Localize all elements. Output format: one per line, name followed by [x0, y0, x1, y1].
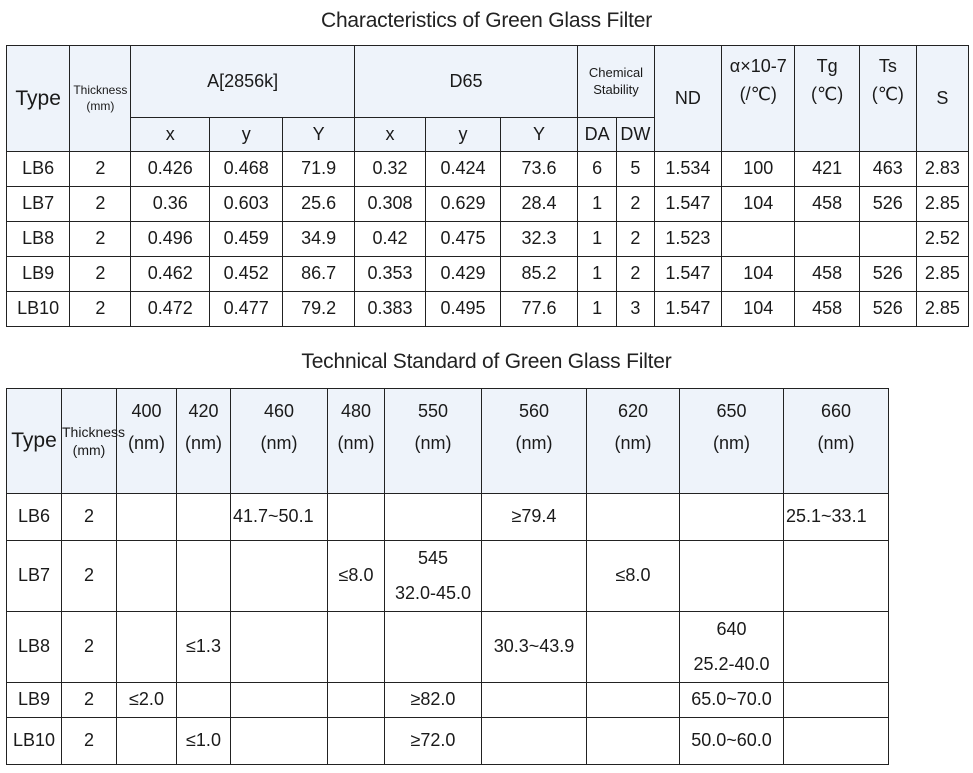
- row-thickness-cell: 2: [62, 541, 117, 612]
- table-cell: 73.6: [500, 152, 578, 187]
- table-cell: 86.7: [283, 257, 354, 292]
- table-cell: ≤2.0: [117, 683, 177, 718]
- table-row: [7, 152, 969, 187]
- table-cell: 1.523: [654, 222, 721, 257]
- table-cell: [385, 612, 482, 683]
- technical-standard-table: [6, 388, 889, 765]
- table-cell: [482, 683, 587, 718]
- subheader-a-x: x: [131, 118, 210, 152]
- table-cell: 640 25.2-40.0: [680, 612, 784, 683]
- table-cell: 3: [616, 292, 654, 327]
- table-cell: [587, 683, 680, 718]
- table-cell: 0.603: [209, 187, 282, 222]
- row-type-cell: LB10: [7, 718, 62, 765]
- table-cell: [328, 683, 385, 718]
- table-row: [7, 683, 889, 718]
- table-cell: 0.459: [209, 222, 282, 257]
- header-420nm: 420 (nm): [177, 389, 231, 494]
- table-cell: 6: [578, 152, 617, 187]
- table-cell: 2: [616, 222, 654, 257]
- table-cell: 1: [578, 222, 617, 257]
- table-row: [7, 718, 889, 765]
- table-cell: 2.83: [916, 152, 968, 187]
- subheader-d65-y: y: [426, 118, 500, 152]
- header-chemical-stability: Chemical Stability: [578, 46, 654, 118]
- table-cell: 0.475: [426, 222, 500, 257]
- table-cell: [177, 683, 231, 718]
- table-cell: 0.477: [209, 292, 282, 327]
- table-cell: [482, 541, 587, 612]
- table-cell: 526: [859, 257, 916, 292]
- table-cell: [117, 494, 177, 541]
- table-cell: 458: [795, 187, 859, 222]
- row-thickness-cell: 2: [62, 683, 117, 718]
- table-cell: 2: [70, 257, 131, 292]
- table-cell: 71.9: [283, 152, 354, 187]
- table-cell: ≥72.0: [385, 718, 482, 765]
- table-cell: [231, 683, 328, 718]
- table-cell: 1.547: [654, 257, 721, 292]
- table-cell: 104: [722, 292, 795, 327]
- table-cell: ≤1.3: [177, 612, 231, 683]
- table-cell: 2: [616, 187, 654, 222]
- table-cell: 421: [795, 152, 859, 187]
- table-cell: 0.472: [131, 292, 210, 327]
- row-type-cell: LB7: [7, 541, 62, 612]
- table-cell: 2: [70, 187, 131, 222]
- table-cell: 41.7~50.1: [231, 494, 328, 541]
- table-cell: 2.85: [916, 187, 968, 222]
- table-cell: 65.0~70.0: [680, 683, 784, 718]
- table-cell: [784, 718, 889, 765]
- table-cell: [784, 612, 889, 683]
- header-560nm: 560 (nm): [482, 389, 587, 494]
- header-400nm: 400 (nm): [117, 389, 177, 494]
- table-cell: 1.534: [654, 152, 721, 187]
- table-cell: 545 32.0-45.0: [385, 541, 482, 612]
- header-s: S: [916, 46, 968, 152]
- table-row: [7, 541, 889, 612]
- table-cell: 2: [616, 257, 654, 292]
- table-cell: [722, 222, 795, 257]
- header-thickness: Thickness (mm): [70, 46, 131, 152]
- table-cell: [231, 612, 328, 683]
- table-cell: 1: [578, 257, 617, 292]
- table-cell: 0.462: [131, 257, 210, 292]
- table-cell: 0.495: [426, 292, 500, 327]
- table-cell: 2.85: [916, 292, 968, 327]
- table-cell: 0.629: [426, 187, 500, 222]
- table-cell: [177, 541, 231, 612]
- table-cell: [587, 718, 680, 765]
- table-cell: [177, 494, 231, 541]
- table-cell: 0.36: [131, 187, 210, 222]
- header-660nm: 660 (nm): [784, 389, 889, 494]
- table-cell: [859, 222, 916, 257]
- table-cell: ≥82.0: [385, 683, 482, 718]
- subheader-dw: DW: [616, 118, 654, 152]
- table-cell: 0.496: [131, 222, 210, 257]
- row-thickness-cell: 2: [62, 612, 117, 683]
- table-cell: [482, 718, 587, 765]
- table-cell: 32.3: [500, 222, 578, 257]
- table-cell: 2: [70, 222, 131, 257]
- table-cell: ≤8.0: [328, 541, 385, 612]
- subheader-a-y: y: [209, 118, 282, 152]
- technical-standard-rows: [7, 494, 889, 765]
- table-cell: LB7: [7, 187, 70, 222]
- table-cell: [795, 222, 859, 257]
- table-cell: 79.2: [283, 292, 354, 327]
- table-cell: LB9: [7, 257, 70, 292]
- table-cell: LB8: [7, 222, 70, 257]
- table-cell: 0.383: [354, 292, 425, 327]
- subheader-a-Y: Y: [283, 118, 354, 152]
- header-tg: Tg (℃): [795, 46, 859, 152]
- table-cell: 2: [70, 292, 131, 327]
- table-cell: [117, 612, 177, 683]
- header-type: Type: [7, 46, 70, 152]
- table-cell: [231, 718, 328, 765]
- header-650nm: 650 (nm): [680, 389, 784, 494]
- table-cell: ≤8.0: [587, 541, 680, 612]
- table-cell: 25.1~33.1: [784, 494, 889, 541]
- table-cell: 2.52: [916, 222, 968, 257]
- table-cell: [117, 718, 177, 765]
- header-d65: D65: [354, 46, 577, 118]
- table-cell: 2: [70, 152, 131, 187]
- header-nd: ND: [654, 46, 721, 152]
- table-cell: [328, 612, 385, 683]
- table-row: [7, 257, 969, 292]
- header-460nm: 460 (nm): [231, 389, 328, 494]
- table-cell: 0.308: [354, 187, 425, 222]
- row-type-cell: LB8: [7, 612, 62, 683]
- header-thickness: Thickness (mm): [62, 389, 117, 494]
- table-cell: 0.429: [426, 257, 500, 292]
- table-cell: 458: [795, 292, 859, 327]
- table-cell: 0.42: [354, 222, 425, 257]
- table-row: [7, 187, 969, 222]
- table-cell: 0.426: [131, 152, 210, 187]
- technical-standard-title: Technical Standard of Green Glass Filter: [301, 350, 672, 373]
- header-type: Type: [7, 389, 62, 494]
- table-cell: ≥79.4: [482, 494, 587, 541]
- row-thickness-cell: 2: [62, 718, 117, 765]
- table-cell: 30.3~43.9: [482, 612, 587, 683]
- table-cell: 104: [722, 187, 795, 222]
- table-cell: ≤1.0: [177, 718, 231, 765]
- row-type-cell: LB9: [7, 683, 62, 718]
- table-cell: [680, 541, 784, 612]
- table-cell: LB6: [7, 152, 70, 187]
- header-480nm: 480 (nm): [328, 389, 385, 494]
- table-row: [7, 292, 969, 327]
- table-cell: 1.547: [654, 187, 721, 222]
- table-cell: 0.32: [354, 152, 425, 187]
- table-cell: 0.468: [209, 152, 282, 187]
- table-cell: 2.85: [916, 257, 968, 292]
- table-cell: 526: [859, 187, 916, 222]
- table-row: [7, 612, 889, 683]
- table-cell: 77.6: [500, 292, 578, 327]
- characteristics-title: Characteristics of Green Glass Filter: [320, 9, 653, 32]
- table-cell: 0.452: [209, 257, 282, 292]
- header-550nm: 550 (nm): [385, 389, 482, 494]
- table-cell: [587, 612, 680, 683]
- header-a2856k: A[2856k]: [131, 46, 354, 118]
- table-cell: 1: [578, 187, 617, 222]
- table-cell: [117, 541, 177, 612]
- table-cell: LB10: [7, 292, 70, 327]
- table-cell: 1: [578, 292, 617, 327]
- table-cell: 104: [722, 257, 795, 292]
- table-cell: [328, 494, 385, 541]
- table-cell: 0.424: [426, 152, 500, 187]
- table-row: [7, 494, 889, 541]
- table-cell: 100: [722, 152, 795, 187]
- table-cell: 85.2: [500, 257, 578, 292]
- table-cell: 25.6: [283, 187, 354, 222]
- table-cell: [680, 494, 784, 541]
- table-row: [7, 222, 969, 257]
- table-cell: 0.353: [354, 257, 425, 292]
- row-thickness-cell: 2: [62, 494, 117, 541]
- subheader-d65-x: x: [354, 118, 425, 152]
- table-cell: 1.547: [654, 292, 721, 327]
- table-cell: [784, 541, 889, 612]
- table-cell: 458: [795, 257, 859, 292]
- table-cell: 463: [859, 152, 916, 187]
- row-type-cell: LB6: [7, 494, 62, 541]
- characteristics-table: [6, 45, 969, 327]
- table-cell: [328, 718, 385, 765]
- header-alpha: α×10-7 (/℃): [722, 46, 795, 152]
- table-cell: 50.0~60.0: [680, 718, 784, 765]
- table-cell: [784, 683, 889, 718]
- header-620nm: 620 (nm): [587, 389, 680, 494]
- table-cell: [587, 494, 680, 541]
- table-cell: [231, 541, 328, 612]
- table-cell: 28.4: [500, 187, 578, 222]
- header-ts: Ts (℃): [859, 46, 916, 152]
- subheader-d65-Y: Y: [500, 118, 578, 152]
- table-cell: 5: [616, 152, 654, 187]
- table-cell: 34.9: [283, 222, 354, 257]
- table-cell: 526: [859, 292, 916, 327]
- subheader-da: DA: [578, 118, 617, 152]
- table-cell: [385, 494, 482, 541]
